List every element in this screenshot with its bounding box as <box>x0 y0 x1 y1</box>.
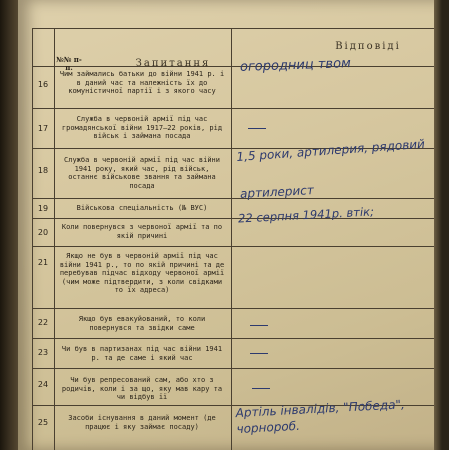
row-number: 17 <box>37 124 49 133</box>
column-divider-number <box>54 28 55 450</box>
answer-dash <box>250 353 268 354</box>
question-text: Коли повернувся з червоної армії та по якій причині <box>61 223 223 240</box>
row-number: 19 <box>37 204 49 213</box>
answer-dash <box>248 128 266 129</box>
row-number: 20 <box>37 228 49 237</box>
question-text: Засоби існування в даний момент (де працює і яку займає посаду) <box>68 414 216 431</box>
row-separator <box>32 108 440 109</box>
row-number: 18 <box>37 166 49 175</box>
question-text: Чи був в партизанах під час війни 1941 р. та де саме і який час <box>61 345 223 362</box>
column-divider-answer <box>231 28 232 450</box>
row-number: 25 <box>37 418 49 427</box>
row-number: 23 <box>37 348 49 357</box>
row-separator <box>32 368 440 369</box>
row-number: 22 <box>37 318 49 327</box>
question-text: Служба в червоній армії під час громадянської війни 1917—22 років, рід військ і займана посада <box>61 115 223 141</box>
row-separator <box>32 198 440 199</box>
question-text: Якщо не був в червоній армії під час війни 1941 р., то по якій причині та де перебував підчас відходу червоної армії (чим може підтвердити, з коли свідками то їх адреса) <box>59 252 225 295</box>
page-edge <box>434 0 442 450</box>
row-number: 24 <box>37 380 49 389</box>
question-text: Якщо був евакуйований, то коли повернувся та звідки саме <box>78 315 206 332</box>
row-separator <box>32 338 440 339</box>
row-separator <box>32 246 440 247</box>
question-text: Чим займались батьки до війни 1941 р. і в даний час та належність їх до комуністичної партії і з якого часу <box>59 70 225 96</box>
row-number: 21 <box>37 258 49 267</box>
row-separator <box>32 218 440 219</box>
column-header-number: №№ п-п. <box>56 55 82 72</box>
row-number: 16 <box>37 80 49 89</box>
answer-handwritten: огородниц твом <box>239 56 352 75</box>
answer-handwritten: 1,5 роки, артилерия, рядовий <box>236 136 426 164</box>
book-binding <box>0 0 20 450</box>
column-header-question: Запитання <box>135 58 211 69</box>
row-separator <box>32 308 440 309</box>
answer-dash <box>250 325 268 326</box>
questionnaire-page <box>18 0 442 450</box>
answer-handwritten: Артіль інвалідів, "Победа", чорнорoб. <box>235 397 406 437</box>
answer-handwritten: 22 серпня 1941р. втік; <box>237 204 375 226</box>
answer-handwritten: артилерист <box>239 183 315 201</box>
question-text: Військова спеціальність (№ ВУС) <box>76 204 208 212</box>
question-text: Служба в червоній армії під час війни 1941 року, який час, рід військ, останнє військове звання та займана посада <box>64 156 220 190</box>
column-header-answer: Відповіді <box>335 41 401 52</box>
answer-dash <box>252 388 270 389</box>
table-border-top <box>32 28 440 29</box>
question-text: Чи був репресований сам, або хто з родичів, коли і за що, яку мав кару та чи відбув її <box>61 376 223 402</box>
